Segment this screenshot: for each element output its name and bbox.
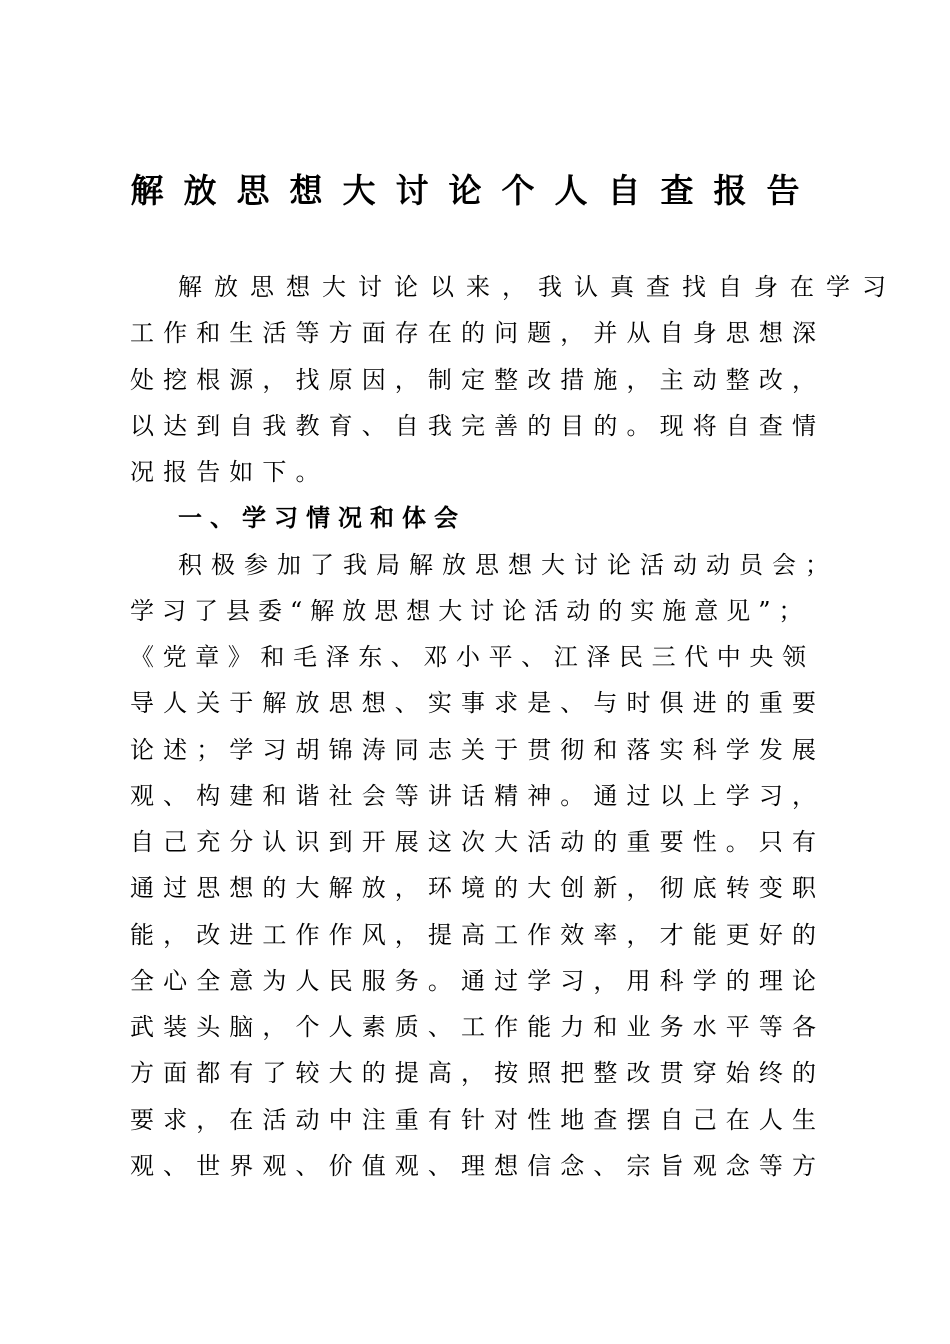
body-line: 学习了县委“解放思想大讨论活动的实施意见”；	[130, 596, 811, 625]
document-body	[130, 264, 898, 1189]
body-line: 自己充分认识到开展这次大活动的重要性。只有	[130, 828, 826, 856]
body-line: 解放思想大讨论以来，我认真查找自身在学习	[178, 273, 898, 301]
body-line: 武装头脑，个人素质、工作能力和业务水平等各	[130, 1013, 826, 1041]
section-heading: 一、学习情况和体会	[178, 503, 466, 533]
body-line: 通过思想的大解放，环境的大创新，彻底转变职	[130, 874, 826, 903]
document-title: 解放思想大讨论个人自查报告	[130, 171, 820, 210]
body-line: 观、构建和谐社会等讲话精神。通过以上学习，	[130, 781, 826, 810]
body-line: 全心全意为人民服务。通过学习，用科学的理论	[130, 966, 826, 995]
body-line: 以达到自我教育、自我完善的目的。现将自查情	[130, 411, 826, 440]
body-line: 《党章》和毛泽东、邓小平、江泽民三代中央领	[130, 643, 815, 671]
body-line: 工作和生活等方面存在的问题，并从自身思想深	[130, 319, 826, 348]
body-line: 要求，在活动中注重有针对性地查摆自己在人生	[130, 1105, 826, 1134]
body-line: 方面都有了较大的提高，按照把整改贯穿始终的	[130, 1059, 826, 1088]
body-line: 导人关于解放思想、实事求是、与时俱进的重要	[130, 689, 826, 718]
body-line: 观、世界观、价值观、理想信念、宗旨观念等方	[130, 1151, 826, 1180]
body-line: 况报告如下。	[130, 458, 329, 486]
body-line: 处挖根源，找原因，制定整改措施，主动整改，	[130, 365, 826, 394]
body-line: 积极参加了我局解放思想大讨论活动动员会；	[178, 550, 838, 579]
body-line: 能，改进工作作风，提高工作效率，才能更好的	[130, 920, 826, 949]
body-line: 论述；学习胡锦涛同志关于贯彻和落实科学发展	[130, 735, 826, 764]
